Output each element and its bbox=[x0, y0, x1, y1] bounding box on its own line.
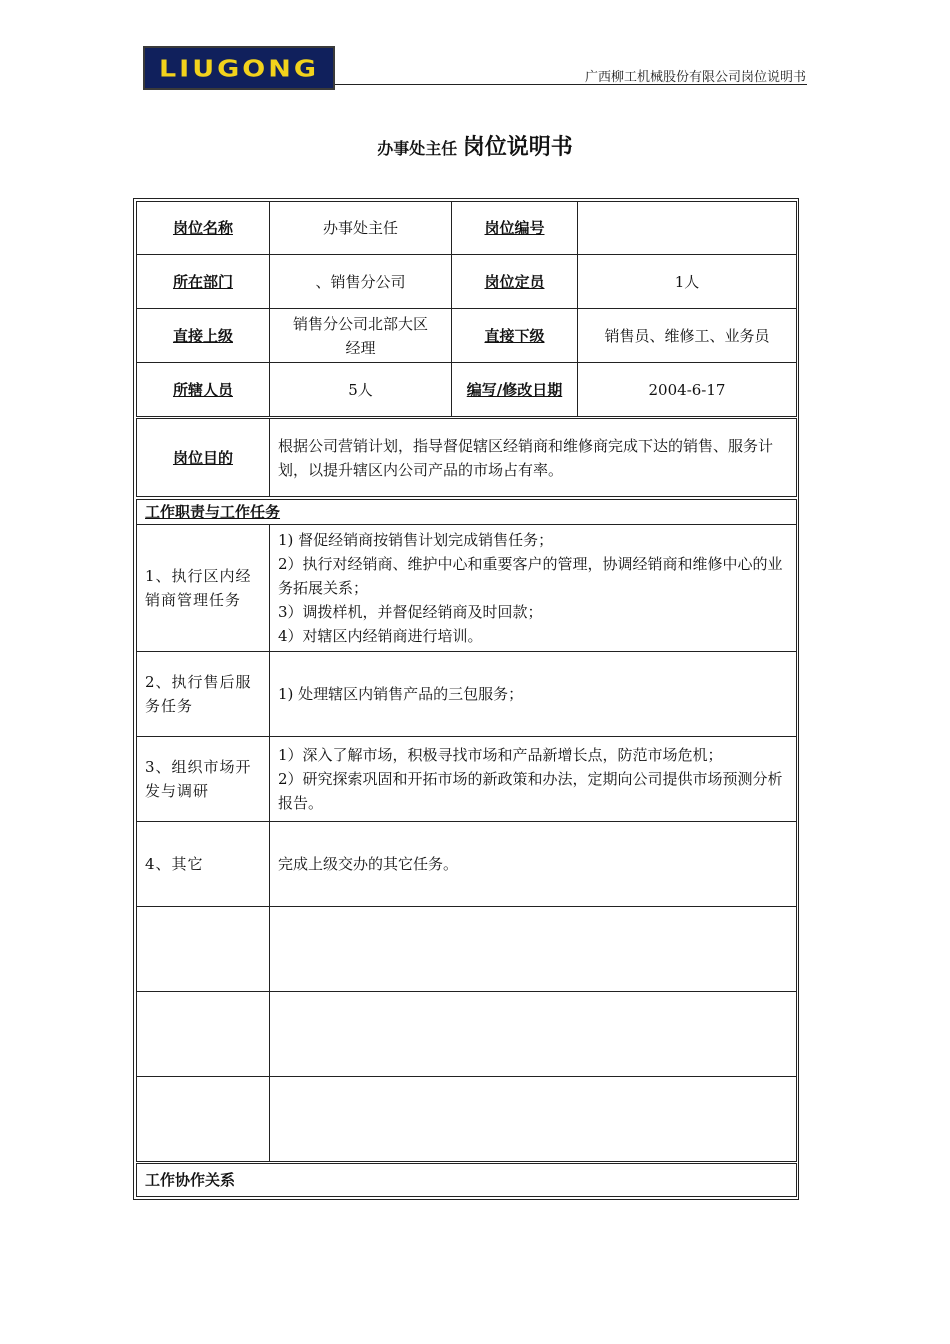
duty-4-line-1: 完成上级交办的其它任务。 bbox=[278, 855, 459, 873]
staff-value: 5人 bbox=[269, 362, 452, 417]
duty-4-title: 4、其它 bbox=[136, 821, 270, 907]
duties-section-title bbox=[136, 499, 797, 525]
duty-3-content bbox=[269, 736, 797, 822]
duty-1-line-4: 4）对辖区内经销商进行培训。 bbox=[278, 627, 483, 645]
purpose-value: 根据公司营销计划，指导督促辖区经销商和维修商完成下达的销售、服务计划，以提升辖区内公司产品的市场占有率。 bbox=[269, 418, 797, 497]
superior-value: 销售分公司北部大区经理 bbox=[269, 308, 452, 363]
staff-label: 所辖人员 bbox=[136, 362, 270, 417]
header-rule bbox=[335, 84, 807, 85]
empty-row-2-content bbox=[269, 991, 797, 1077]
duty-3-line-2: 2）研究探索巩固和开拓市场的新政策和办法，定期向公司提供市场预测分析报告。 bbox=[278, 770, 783, 812]
superior-label: 直接上级 bbox=[136, 308, 270, 363]
header-company-name: 广西柳工机械股份有限公司岗位说明书 bbox=[584, 70, 806, 85]
subordinate-value: 销售员、维修工、业务员 bbox=[577, 308, 797, 363]
empty-row-1-title bbox=[136, 906, 270, 992]
date-value: 2004-6-17 bbox=[577, 362, 797, 417]
duty-3-line-1: 1）深入了解市场，积极寻找市场和产品新增长点，防范市场危机； bbox=[278, 746, 723, 764]
duty-2-line-1: 1) 处理辖区内销售产品的三包服务； bbox=[278, 685, 524, 703]
department-label: 所在部门 bbox=[136, 254, 270, 309]
department-value: 、销售分公司 bbox=[269, 254, 452, 309]
logo-text: LIUGONG bbox=[153, 54, 325, 81]
duty-2-content bbox=[269, 651, 797, 737]
job-description-table bbox=[133, 198, 799, 1200]
collab-section-title: 工作协作关系 bbox=[136, 1163, 797, 1197]
position-code-label: 岗位编号 bbox=[451, 201, 578, 255]
duty-2-title: 2、执行售后服务任务 bbox=[136, 651, 270, 737]
liugong-logo bbox=[143, 46, 335, 90]
position-code-value bbox=[577, 201, 797, 255]
duty-1-line-2: 2）执行对经销商、维护中心和重要客户的管理，协调经销商和维修中心的业务拓展关系； bbox=[278, 555, 783, 597]
duty-1-line-1: 1) 督促经销商按销售计划完成销售任务； bbox=[278, 531, 554, 549]
duty-1-title: 1、执行区内经销商管理任务 bbox=[136, 524, 270, 652]
duty-1-line-3: 3）调拨样机，并督促经销商及时回款； bbox=[278, 603, 543, 621]
title-doc: 岗位说明书 bbox=[462, 135, 573, 160]
title-position: 办事处主任 bbox=[377, 139, 458, 158]
empty-row-3-title bbox=[136, 1076, 270, 1162]
date-label: 编写/修改日期 bbox=[451, 362, 578, 417]
duties-section-label: 工作职责与工作任务 bbox=[145, 503, 281, 521]
duty-3-title: 3、组织市场开发与调研 bbox=[136, 736, 270, 822]
purpose-label: 岗位目的 bbox=[136, 418, 270, 497]
duty-4-content bbox=[269, 821, 797, 907]
empty-row-2-title bbox=[136, 991, 270, 1077]
position-name-value: 办事处主任 bbox=[269, 201, 452, 255]
subordinate-label: 直接下级 bbox=[451, 308, 578, 363]
headcount-label: 岗位定员 bbox=[451, 254, 578, 309]
position-name-label: 岗位名称 bbox=[136, 201, 270, 255]
empty-row-1-content bbox=[269, 906, 797, 992]
empty-row-3-content bbox=[269, 1076, 797, 1162]
duty-1-content bbox=[269, 524, 797, 652]
page-title bbox=[0, 130, 950, 161]
headcount-value: 1人 bbox=[577, 254, 797, 309]
